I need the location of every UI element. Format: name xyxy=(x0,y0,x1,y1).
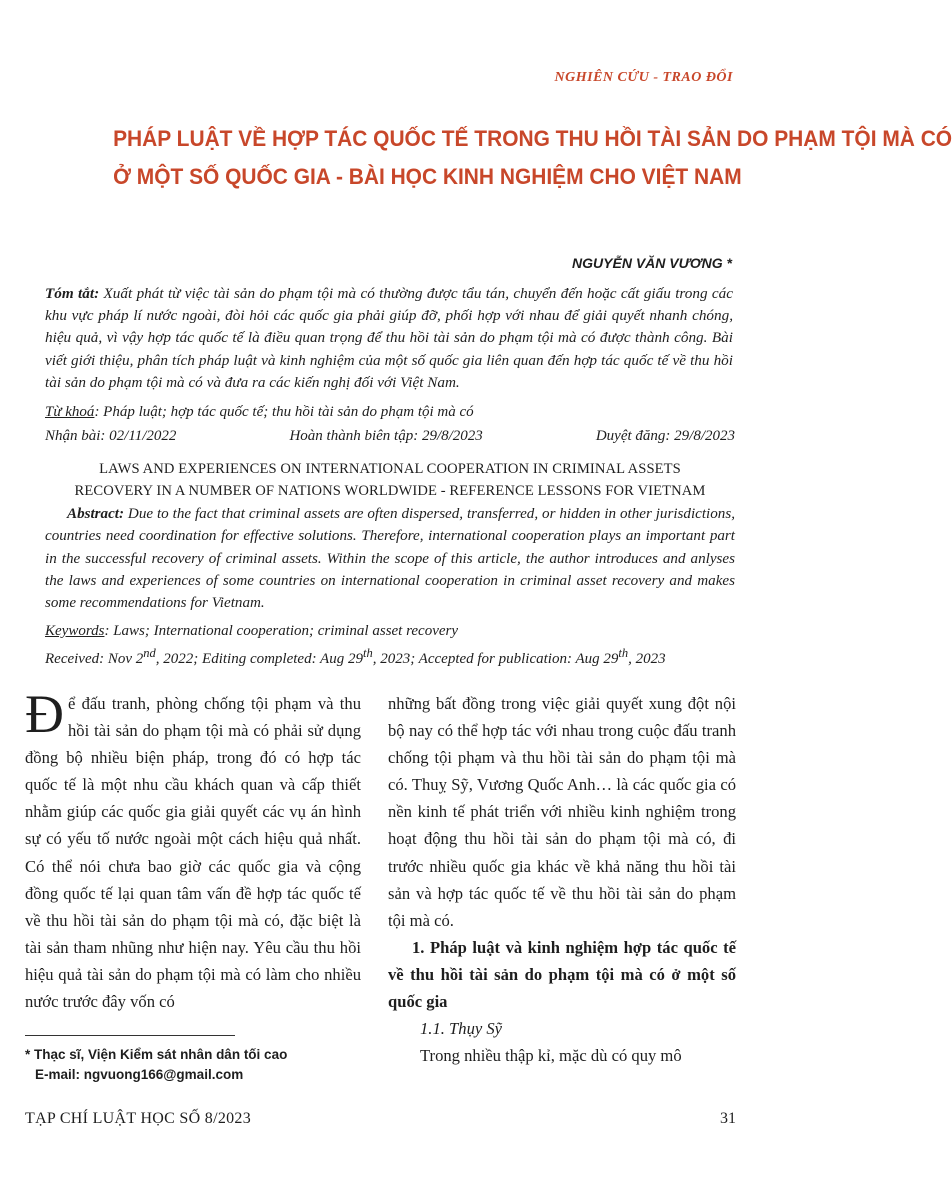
received-part-a: Received: Nov 2 xyxy=(45,651,144,667)
title-line-1: PHÁP LUẬT VỀ HỢP TÁC QUỐC TẾ TRONG THU HỒI TÀI SẢN DO PHẠM TỘI MÀ CÓ xyxy=(113,126,952,151)
dates-vi xyxy=(45,428,735,445)
abstract-en-text: Due to the fact that criminal assets are often dispersed, transferred, or hidden in other jurisdictions, countries need coordination for effective solutions. Therefore, international cooperation plays an important part in the successful recovery of criminal assets. Within the scope of this article, the author introduces and anlyses the laws and experiences of some countries on international cooperation in criminal asset recovery and makes some recommendations for Vietnam. xyxy=(45,506,735,612)
date-edited-vi: Hoàn thành biên tập: 29/8/2023 xyxy=(289,428,483,444)
drop-cap: Đ xyxy=(25,684,64,744)
received-part-b: , 2022; Editing completed: Aug 29 xyxy=(155,651,363,667)
abstract-vi-label: Tóm tắt: xyxy=(45,285,100,302)
received-sup-b: th xyxy=(362,646,373,660)
footnote-affiliation: * Thạc sĩ, Viện Kiểm sát nhân dân tối cao xyxy=(25,1047,288,1062)
received-sup-a: nd xyxy=(143,646,156,660)
body-column-left xyxy=(25,684,361,1015)
page-number: 31 xyxy=(720,1110,736,1127)
body-right-para-2: Trong nhiều thập kỉ, mặc dù có quy mô xyxy=(420,1046,682,1066)
date-received-vi: Nhận bài: 02/11/2022 xyxy=(45,428,177,444)
keywords-vi-label: Từ khoá xyxy=(45,404,95,420)
body-column-right xyxy=(388,690,736,1069)
section-heading: 1. Pháp luật và kinh nghiệm hợp tác quốc tế về thu hồi tài sản do phạm tội mà có ở một số quốc gia xyxy=(388,937,736,1012)
keywords-en xyxy=(45,621,735,641)
body-left-text: ể đấu tranh, phòng chống tội phạm và thu hồi tài sản do phạm tội mà có phải sử dụng đồng bộ nhiều biện pháp, trong đó có hợp tác quốc tế là một nhu cầu khách quan và cấp thiết nhằm giúp các quốc gia giải quyết các vụ án hình sự có yếu tố nước ngoài một cách hiệu quả nhất. Có thể nói chưa bao giờ các quốc gia và cộng đồng quốc tế lại quan tâm vấn đề hợp tác quốc tế về thu hồi tài sản do phạm tội mà có, đặc biệt là tài sản tham nhũng như hiện nay. Yêu cầu thu hồi hiệu quả tài sản do phạm tội mà có làm cho nhiều nước trước đây vốn có xyxy=(25,694,361,1012)
received-en xyxy=(45,646,740,668)
abstract-en xyxy=(45,503,735,614)
english-title-line-2: RECOVERY IN A NUMBER OF NATIONS WORLDWIDE - REFERENCE LESSONS FOR VIETNAM xyxy=(74,483,706,499)
author-name: NGUYỄN VĂN VƯƠNG * xyxy=(572,255,732,271)
footnote-email: E-mail: ngvuong166@gmail.com xyxy=(35,1067,244,1082)
received-sup-c: th xyxy=(618,646,629,660)
journal-footer: TẠP CHÍ LUẬT HỌC SỐ 8/2023 xyxy=(25,1110,252,1127)
abstract-vi-text: Xuất phát từ việc tài sản do phạm tội mà có thường được tẩu tán, chuyển đến hoặc cất giấu trong các khu vực pháp lí nước ngoài, đòi hỏi các quốc gia phải giúp đỡ, phối hợp với nhau để giải quyết nhanh chóng, hiệu quả, vì vậy hợp tác quốc tế là điều quan trọng để thu hồi tài sản do phạm tội mà có được thành công. Bài viết giới thiệu, phân tích pháp luật và kinh nghiệm của một số quốc gia liên quan đến hợp tác quốc tế về thu hồi tài sản do phạm tội mà có và đưa ra các kiến nghị đối với Việt Nam. xyxy=(45,285,733,391)
english-title xyxy=(45,458,735,502)
received-part-d: , 2023 xyxy=(628,651,666,667)
received-part-c: , 2023; Accepted for publication: Aug 29 xyxy=(372,651,619,667)
body-right-para-1: những bất đồng trong việc giải quyết xung đột nội bộ nay có thể hợp tác với nhau trong cuộc đấu tranh chống tội phạm và thu hồi tài sản do phạm tội mà có. Thuỵ Sỹ, Vương Quốc Anh… là các quốc gia có nền kinh tế phát triển với nhiều kinh nghiệm trong hoạt động thu hồi tài sản do phạm tội mà có, đi trước nhiều quốc gia khác về khả năng thu hồi tài sản và hợp tác quốc tế về thu hồi tài sản do phạm tội mà có. xyxy=(388,694,736,930)
section-tag: NGHIÊN CỨU - TRAO ĐỔI xyxy=(554,70,733,85)
footnote-divider xyxy=(25,1035,235,1036)
keywords-en-text: : Laws; International cooperation; criminal asset recovery xyxy=(104,623,459,639)
english-title-line-1: LAWS AND EXPERIENCES ON INTERNATIONAL COOPERATION IN CRIMINAL ASSETS xyxy=(99,461,681,477)
subsection-heading: 1.1. Thụy Sỹ xyxy=(420,1019,503,1039)
keywords-en-label: Keywords xyxy=(45,623,105,639)
footnote xyxy=(25,1045,287,1085)
keywords-vi-text: : Pháp luật; hợp tác quốc tế; thu hồi tài sản do phạm tội mà có xyxy=(94,404,474,420)
title-line-2: Ở MỘT SỐ QUỐC GIA - BÀI HỌC KINH NGHIỆM CHO VIỆT NAM xyxy=(113,164,742,189)
article-title xyxy=(113,120,952,196)
abstract-en-label: Abstract: xyxy=(67,506,125,522)
abstract-vi xyxy=(45,283,733,394)
date-accepted-vi: Duyệt đăng: 29/8/2023 xyxy=(595,428,735,444)
keywords-vi xyxy=(45,402,735,422)
